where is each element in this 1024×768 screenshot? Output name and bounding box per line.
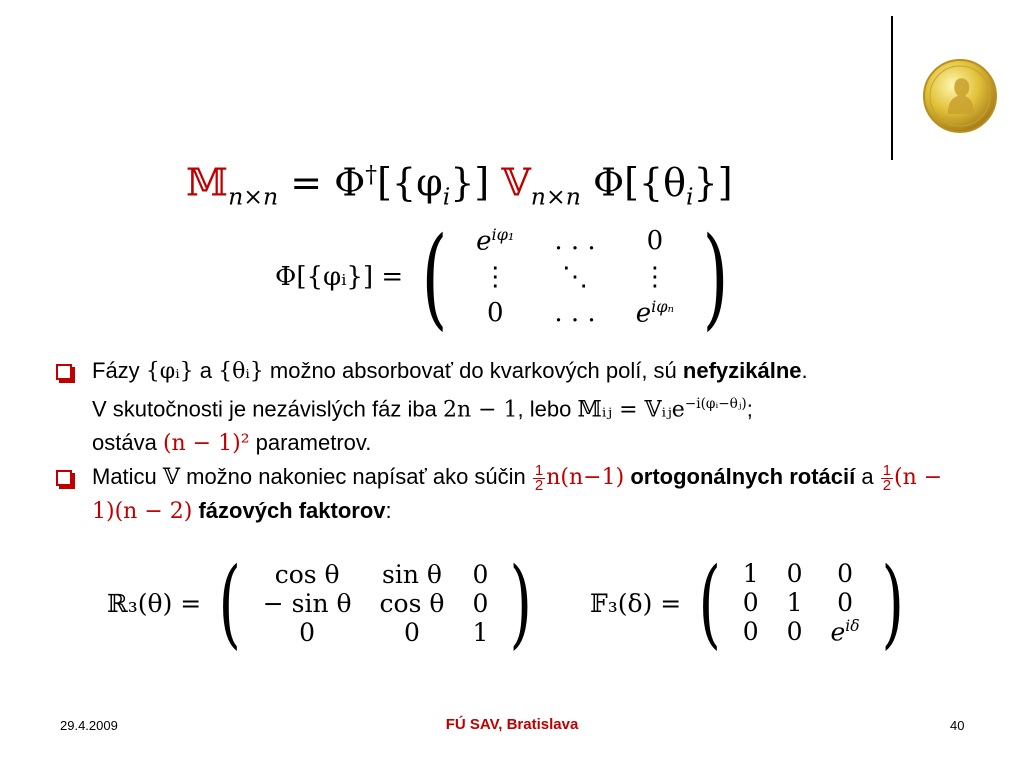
bullet-box-icon [56,364,72,380]
theta-part: Φ[{θ [580,160,686,205]
rotation-matrix [107,547,540,659]
phi-close: }] [450,160,502,205]
matrix-cell: 0 [837,588,853,618]
matrix-cell: sin θ [382,559,442,589]
matrix-cell: ⋮ [641,262,668,292]
M-subscript: n×n [228,182,279,211]
divider-line [891,16,893,160]
matrix-cell: ⋱ [562,262,589,292]
phase-factor-matrix-table [729,559,874,646]
footer-date: 29.4.2009 [60,718,118,733]
left-paren: ( [421,213,448,341]
matrix-cell: − sin θ [262,588,352,618]
phase-factor-matrix-lhs: 𝔽₃(δ) = [590,588,682,618]
matrix-cell: 0 [404,617,420,647]
matrix-cell: 1 [786,588,803,618]
phase-factor-matrix [590,547,911,659]
matrix-V-symbol: 𝕍 [501,160,531,205]
matrix-cell: 0 [786,559,803,589]
right-paren: ) [881,547,904,659]
phase-matrix-lhs: Φ[{φᵢ}] = [275,262,404,292]
matrix-cell: 0 [486,298,504,328]
matrix-cell: cos θ [379,588,445,618]
matrix-cell: cos θ [274,559,340,589]
matrix-cell: $e^{i\delta}$ [830,617,860,647]
matrix-cell: 0 [646,226,664,256]
rotation-matrix-lhs: ℝ₃(θ) = [107,588,202,618]
matrix-cell: 0 [472,559,489,589]
matrix-cell: ⋮ [482,262,509,292]
eq-end: }] [693,160,733,205]
dagger-symbol: † [365,160,378,188]
phi-subscript: i [442,182,451,211]
bullet-item-1: Fázy {φᵢ} a {θᵢ} možno absorbovať do kvarkových polí, sú nefyzikálne. V skutočnosti je nezávislých fáz iba 2n − 1, lebo 𝕄ᵢⱼ = 𝕍ᵢⱼe$^{-i(\varphi ᵢ-\theta ⱼ)}$; ostáva (n − 1)² parametrov. [54,354,954,460]
bullet-item-2: Maticu 𝕍 možno nakoniec napísať ako súčin $\frac{1}{2}$ n(n−1) ortogonálnych rotácií a $\frac{1}{2}$ (n − 1)(n − 2) fázových faktorov: [54,460,954,528]
rotation-matrix-table [249,560,503,647]
V-subscript: n×n [530,182,581,211]
right-paren: ) [509,547,533,659]
matrix-cell: 0 [742,588,759,618]
nobel-medal-icon [922,58,998,134]
main-equation [186,160,733,210]
footer-page-number: 40 [950,718,965,733]
matrix-M-symbol: 𝕄 [186,160,229,205]
matrix-cell: 1 [742,559,759,589]
matrix-cell: 0 [299,617,316,647]
bullet-list [54,354,954,528]
phase-matrix [275,213,737,341]
matrix-cell: 1 [472,617,489,647]
left-paren: ( [218,547,242,659]
matrix-cell: $e^{i\varphi_1}$ [476,225,515,257]
phi-set: [{φ [377,160,443,205]
phase-matrix-table [456,223,694,331]
bullet-box-icon [56,470,72,486]
matrix-cell: . . . [554,298,596,328]
left-paren: ( [698,547,722,659]
matrix-cell: 0 [837,559,853,589]
fraction-half: $\frac{1}{2}$ [534,462,544,495]
matrix-cell: . . . [554,226,596,256]
footer-institution: FÚ SAV, Bratislava [445,716,579,733]
matrix-cell: $e^{i\varphi_n}$ [635,297,675,329]
fraction-half: $\frac{1}{2}$ [882,462,892,495]
matrix-cell: 0 [786,617,803,647]
matrix-cell: 0 [472,588,489,618]
eq-mid: = Φ [278,160,366,205]
matrix-cell: 0 [742,617,759,647]
theta-subscript: i [685,182,694,211]
right-paren: ) [702,213,729,341]
